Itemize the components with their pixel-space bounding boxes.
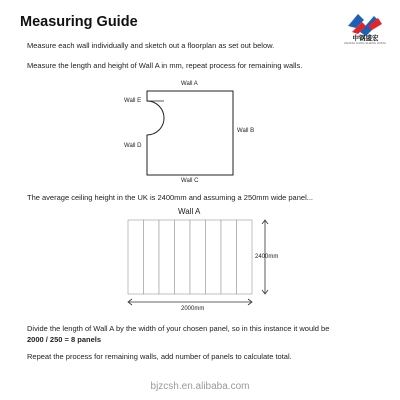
panel-calculation: 2000 / 250 = 8 panels (27, 335, 102, 344)
wall-panel (206, 220, 222, 294)
width-dimension-label: 2000mm (181, 306, 205, 312)
wall-panel (128, 220, 144, 294)
wall-panel (237, 220, 253, 294)
wall-d-label: Wall D (124, 143, 142, 149)
wall-c-label: Wall C (181, 178, 199, 184)
wall-e-label: Wall E (124, 98, 142, 104)
panel-diagram-title: Wall A (178, 207, 201, 216)
height-dimension-label: 2400mm (255, 254, 279, 260)
instruction-line-2: Measure the length and height of Wall A in mm, repeat process for remaining walls. (27, 61, 303, 70)
wall-panel (175, 220, 191, 294)
logo-text: 中钢盛宏 (352, 35, 379, 42)
instruction-line-1: Measure each wall individually and sketch out a floorplan as set out below. (27, 41, 275, 50)
wall-panel (190, 220, 206, 294)
page-title: Measuring Guide (20, 14, 138, 30)
logo-subtext: ZHONG GANG SHENG HONG (344, 41, 386, 45)
wall-a-label: Wall A (181, 81, 198, 87)
instruction-line-5: Repeat the process for remaining walls, add number of panels to calculate total. (27, 352, 292, 361)
floorplan-diagram (145, 89, 235, 177)
wall-panel (144, 220, 160, 294)
instruction-line-4: Divide the length of Wall A by the width of your chosen panel, so in this instance it would be (27, 324, 330, 333)
footer-watermark: bjzcsh.en.alibaba.com (150, 381, 250, 392)
panel-diagram (120, 214, 280, 314)
wall-panel (159, 220, 175, 294)
instruction-line-3: The average ceiling height in the UK is 2400mm and assuming a 250mm wide panel... (27, 193, 313, 202)
wall-b-label: Wall B (237, 128, 255, 134)
wall-panel (221, 220, 237, 294)
